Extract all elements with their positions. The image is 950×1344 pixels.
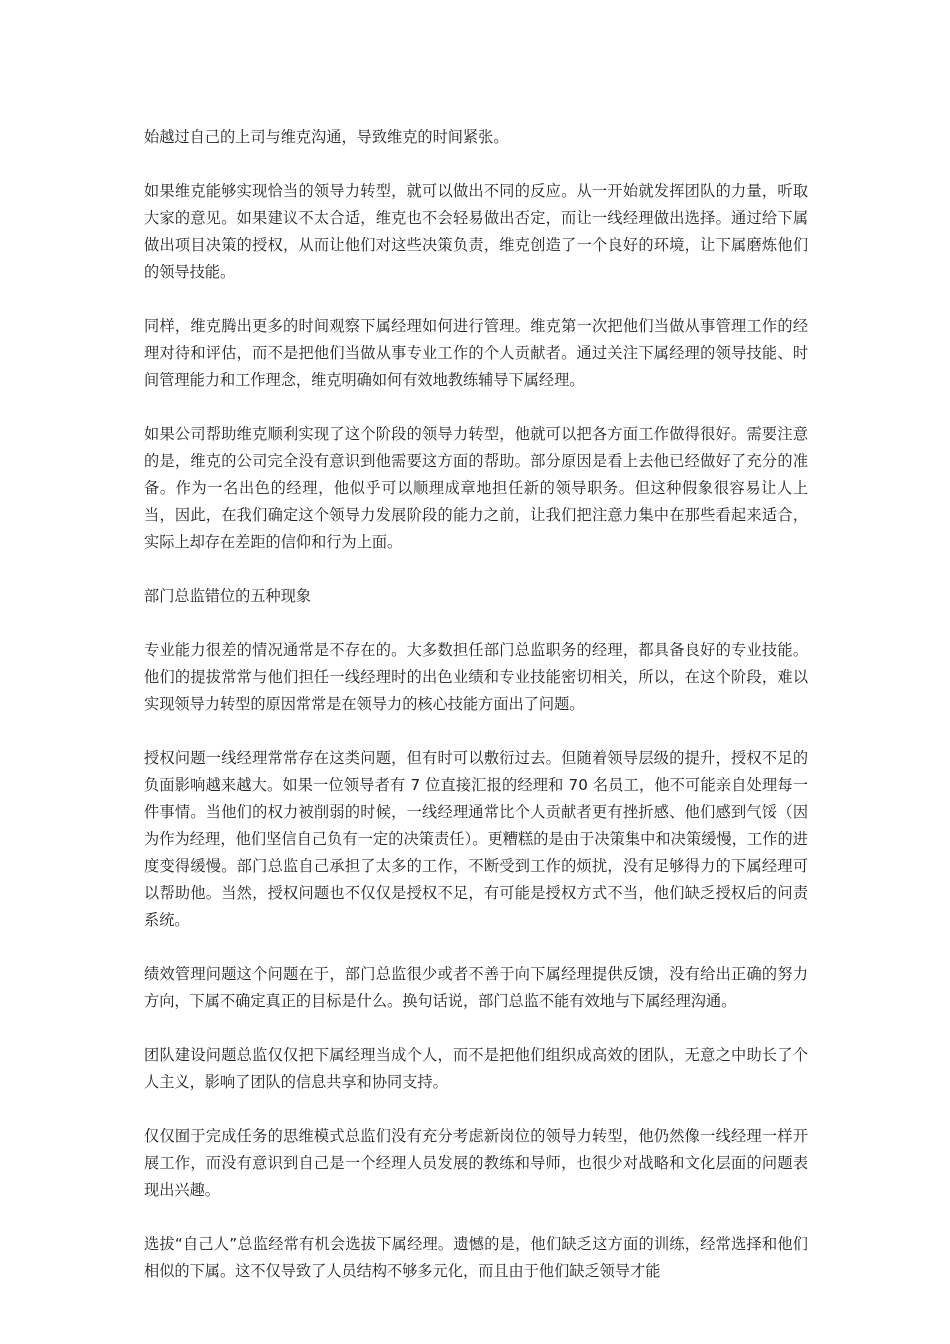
- paragraph-selecting-own-people: 选拔“自己人”总监经常有机会选拔下属经理。遗憾的是，他们缺乏这方面的训练，经常选择和他们相似的下属。这不仅导致了人员结构不够多元化，而且由于他们缺乏领导才能: [144, 1235, 808, 1280]
- paragraph-professional-ability: 专业能力很差的情况通常是不存在的。大多数担任部门总监职务的经理，都具备良好的专业技能。他们的提拔常常与他们担任一线经理时的出色业绩和专业技能密切相关，所以，在这个阶段，难以实现领导力转型的原因常常是在领导力的核心技能方面出了问题。: [144, 641, 808, 713]
- paragraph-observing-managers: 同样，维克腾出更多的时间观察下属经理如何进行管理。维克第一次把他们当做从事管理工作的经理对待和评估，而不是把他们当做从事专业工作的个人贡献者。通过关注下属经理的领导技能、时间管理能力和工作理念，维克明确如何有效地教练辅导下属经理。: [144, 317, 808, 389]
- section-heading: 部门总监错位的五种现象: [144, 587, 312, 605]
- paragraph-performance-management: 绩效管理问题这个问题在于，部门总监很少或者不善于向下属经理提供反馈，没有给出正确的努力方向，下属不确定真正的目标是什么。换句话说，部门总监不能有效地与下属经理沟通。: [144, 965, 808, 1010]
- paragraph-leadership-transition: 如果维克能够实现恰当的领导力转型，就可以做出不同的反应。从一开始就发挥团队的力量，听取大家的意见。如果建议不太合适，维克也不会轻易做出否定，而让一线经理做出选择。通过给下属做出项目决策的授权，从而让他们对这些决策负责，维克创造了一个良好的环境，让下属磨炼他们的领导技能。: [144, 182, 808, 281]
- paragraph-continuation: 始越过自己的上司与维克沟通，导致维克的时间紧张。: [144, 128, 509, 146]
- document-body: [144, 124, 808, 1312]
- paragraph-team-building: 团队建设问题总监仅仅把下属经理当成个人，而不是把他们组织成高效的团队，无意之中助长了个人主义，影响了团队的信息共享和协同支持。: [144, 1046, 808, 1091]
- paragraph-company-support: 如果公司帮助维克顺利实现了这个阶段的领导力转型，他就可以把各方面工作做得很好。需要注意的是，维克的公司完全没有意识到他需要这方面的帮助。部分原因是看上去他已经做好了充分的准备。作为一名出色的经理，他似乎可以顺理成章地担任新的领导职务。但这种假象很容易让人上当，因此，在我们确定这个领导力发展阶段的能力之前，让我们把注意力集中在那些看起来适合，实际上却存在差距的信仰和行为上面。: [144, 425, 808, 551]
- paragraph-task-mindset: 仅仅囿于完成任务的思维模式总监们没有充分考虑新岗位的领导力转型，他仍然像一线经理一样开展工作，而没有意识到自己是一个经理人员发展的教练和导师，也很少对战略和文化层面的问题表现出兴趣。: [144, 1127, 808, 1199]
- paragraph-delegation-issue: 授权问题一线经理常常存在这类问题，但有时可以敷衍过去。但随着领导层级的提升，授权不足的负面影响越来越大。如果一位领导者有 7 位直接汇报的经理和 70 名员工，他不可能亲自处理每一件事情。当他们的权力被削弱的时候，一线经理通常比个人贡献者更有挫折感、他们感到气馁（因为作为经理，他们坚信自己负有一定的决策责任）。更糟糕的是由于决策集中和决策缓慢，工作的进度变得缓慢。部门总监自己承担了太多的工作，不断受到工作的烦扰，没有足够得力的下属经理可以帮助他。当然，授权问题也不仅仅是授权不足，有可能是授权方式不当，他们缺乏授权后的问责系统。: [144, 749, 808, 929]
